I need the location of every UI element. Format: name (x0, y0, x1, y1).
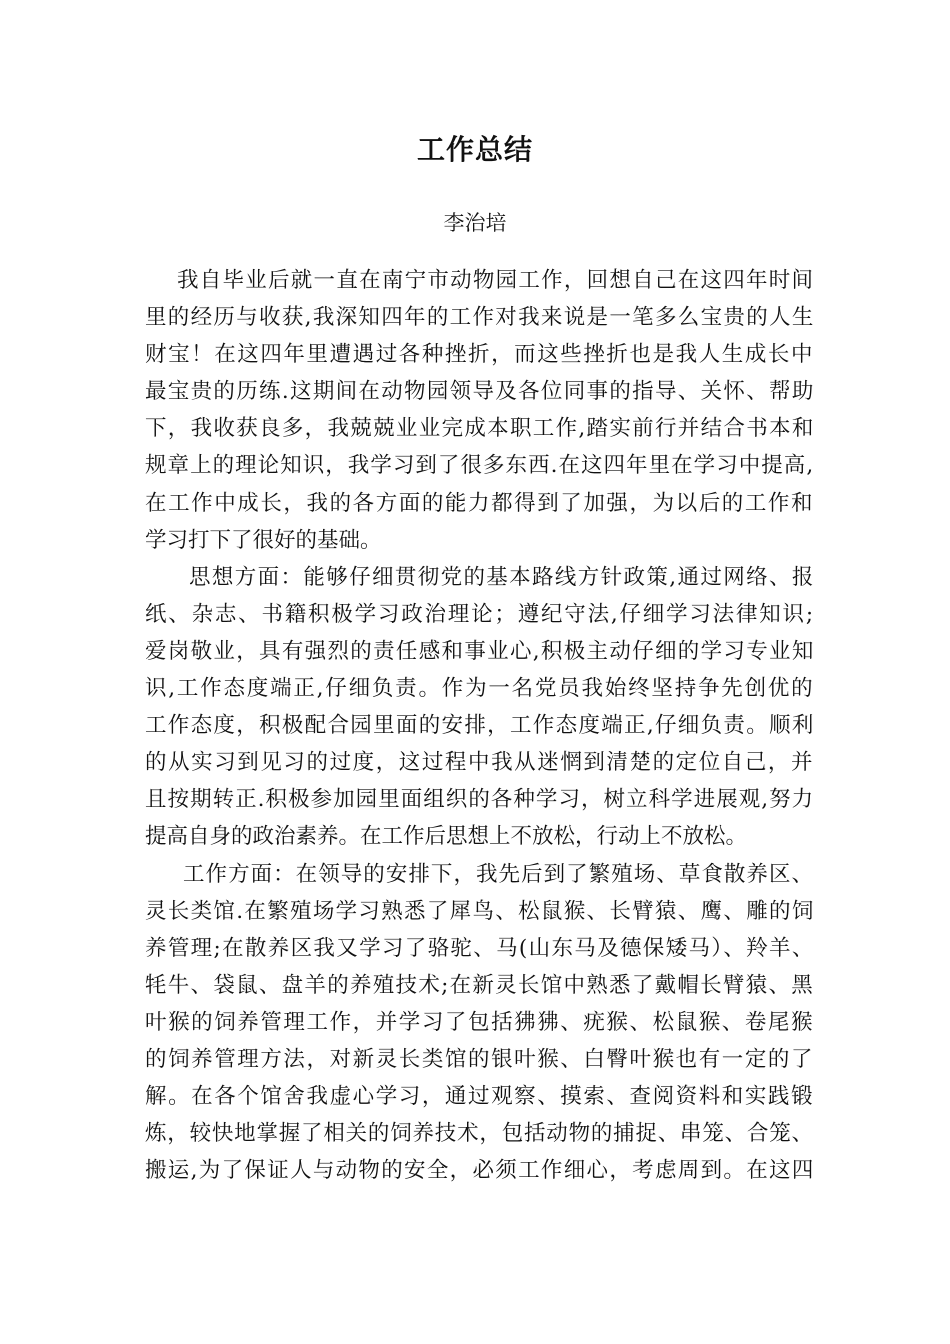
text-line: 我自毕业后就一直在南宁市动物园工作，回想自己在这四年时间 (177, 268, 815, 293)
text-line: 爱岗敬业，具有强烈的责任感和事业心,积极主动仔细的学习专业知 (145, 638, 815, 664)
text-line: 纸、杂志、书籍积极学习政治理论；遵纪守法,仔细学习法律知识; (145, 601, 815, 627)
text-line: 炼，较快地掌握了相关的饲养技术，包括动物的捕捉、串笼、合笼、 (145, 1121, 814, 1147)
text-line: 的从实习到见习的过度，这过程中我从迷惘到清楚的定位自己，并 (145, 750, 815, 776)
text-line: 规章上的理论知识，我学习到了很多东西.在这四年里在学习中提高, (145, 453, 815, 479)
text-line: 思想方面：能够仔细贯彻党的基本路线方针政策,通过网络、报 (189, 564, 815, 590)
text-line: 下，我收获良多，我兢兢业业完成本职工作,踏实前行并结合书本和 (145, 416, 815, 442)
document-title: 工作总结 (416, 133, 533, 166)
text-line: 灵长类馆.在繁殖场学习熟悉了犀鸟、松鼠猴、长臂猿、鹰、雕的饲 (145, 898, 815, 924)
text-line: 解。在各个馆舍我虚心学习，通过观察、摸索、查阅资料和实践锻 (145, 1084, 815, 1110)
text-line: 牦牛、袋鼠、盘羊的养殖技术;在新灵长馆中熟悉了戴帽长臂猿、黑 (145, 972, 815, 998)
text-line: 且按期转正.积极参加园里面组织的各种学习，树立科学进展观,努力 (145, 787, 815, 813)
text-line: 工作方面：在领导的安排下，我先后到了繁殖场、草食散养区、 (183, 861, 815, 887)
text-line: 财宝！在这四年里遭遇过各种挫折，而这些挫折也是我人生成长中 (145, 342, 815, 368)
text-line: 学习打下了很好的基础。 (145, 527, 382, 553)
text-line: 提高自身的政治素养。在工作后思想上不放松，行动上不放松。 (145, 824, 748, 850)
text-line: 的饲养管理方法，对新灵长类馆的银叶猴、白臀叶猴也有一定的了 (145, 1046, 815, 1072)
author-name: 李治培 (443, 211, 507, 235)
text-line: 里的经历与收获,我深知四年的工作对我来说是一笔多么宝贵的人生 (145, 305, 815, 331)
text-line: 工作态度，积极配合园里面的安排，工作态度端正,仔细负责。顺利 (145, 713, 815, 739)
body-text (145, 262, 813, 1189)
text-line: 识,工作态度端正,仔细负责。作为一名党员我始终坚持争先创优的 (145, 676, 815, 702)
text-line: 搬运,为了保证人与动物的安全，必须工作细心，考虑周到。在这四 (145, 1158, 815, 1184)
text-line: 养管理;在散养区我又学习了骆驼、马(山东马及德保矮马）、羚羊、 (145, 935, 815, 961)
text-line: 在工作中成长，我的各方面的能力都得到了加强，为以后的工作和 (145, 490, 815, 516)
text-line: 叶猴的饲养管理工作，并学习了包括狒狒、疣猴、松鼠猴、卷尾猴 (145, 1009, 815, 1035)
text-line: 最宝贵的历练.这期间在动物园领导及各位同事的指导、关怀、帮助 (145, 379, 815, 405)
